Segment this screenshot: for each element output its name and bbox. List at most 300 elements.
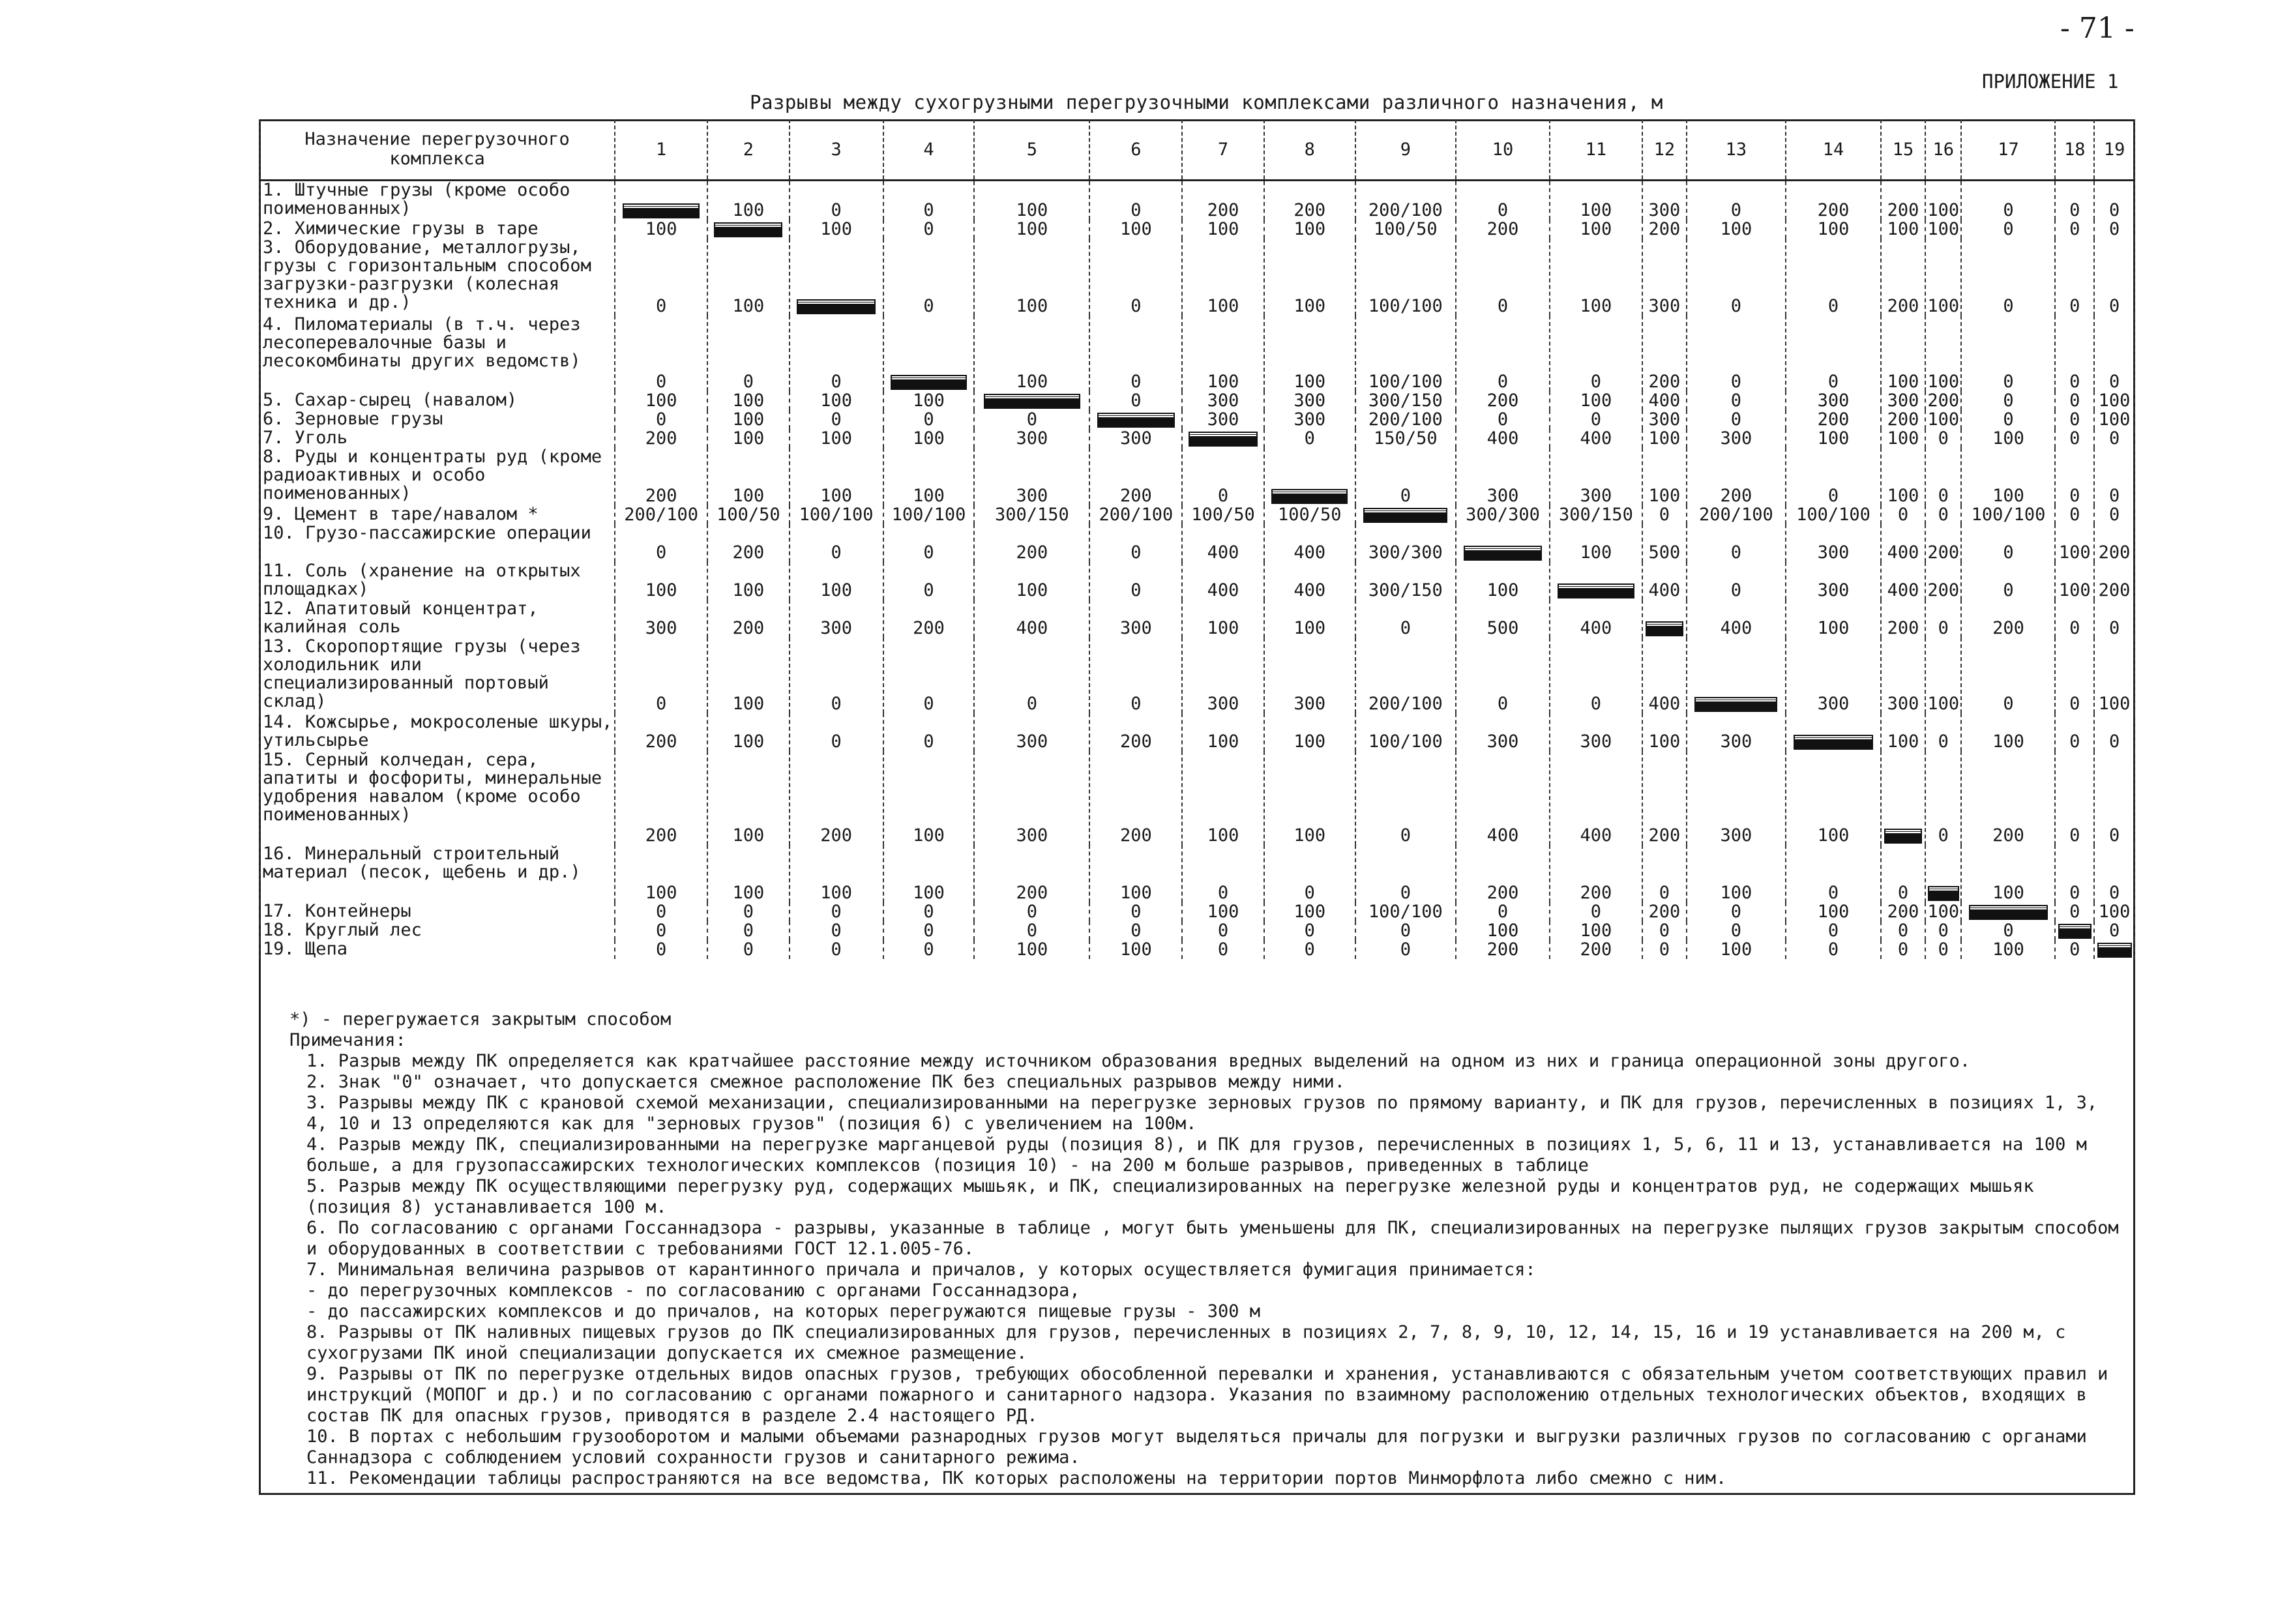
distance-cell: 0 [615,921,707,940]
distance-cell: 300 [1687,429,1786,448]
table-row [259,448,2135,505]
distance-cell: 200 [1456,845,1550,902]
column-header-6: 6 [1089,119,1182,181]
distance-cell: 100 [1881,713,1925,751]
column-header-12: 12 [1642,119,1687,181]
distance-cell: 0 [1687,902,1786,921]
distance-cell: 300 [1786,562,1881,600]
distance-cell: 300 [615,600,707,638]
distance-cell: 100 [1550,239,1642,316]
distance-cell: 100 [1182,239,1264,316]
distance-cell: 400 [1642,562,1687,600]
diagonal-block [1465,547,1541,559]
column-header-16: 16 [1925,119,1962,181]
distance-cell: 100 [1786,220,1881,239]
column-header-11: 11 [1550,119,1642,181]
distance-cell: 100 [883,448,975,505]
distance-cell: 100 [1925,239,1962,316]
table-row [259,429,2135,448]
distance-cell: 0 [1881,940,1925,959]
table-row [259,845,2135,902]
distance-cell: 300 [1642,410,1687,429]
distance-cell: 100/50 [1264,505,1355,524]
row-name: 9. Цемент в таре/навалом * [259,505,615,524]
row-name: 3. Оборудование, металлогрузы, грузы с горизонтальным способом загрузки-разгрузки (колесная техника и др.) [259,239,615,316]
distance-cell: 300/150 [1355,562,1456,600]
distance-cell: 200 [1089,751,1182,845]
distance-cell: 0 [2055,902,2094,921]
distance-cell: 100 [1786,751,1881,845]
distance-cell: 200 [1642,751,1687,845]
distance-cell: 100 [1925,638,1962,713]
row-name: 7. Уголь [259,429,615,448]
table-title: Разрывы между сухогрузными перегрузочными комплексами различного назначения, м [750,91,1663,113]
distance-cell: 100 [707,429,789,448]
distance-cell: 0 [2055,713,2094,751]
distance-cell: 100/50 [707,505,789,524]
distance-cell: 400 [1182,562,1264,600]
distance-cell: 100 [1687,220,1786,239]
distance-cell: 0 [2055,316,2094,391]
row-name: 2. Химические грузы в таре [259,220,615,239]
distance-cell: 300 [790,600,883,638]
distance-cell: 0 [707,902,789,921]
note-line: 5. Разрыв между ПК осуществляющими перегрузку руд, содержащих мышьяк, и ПК, специализированных на перегрузке железной руды и концентратов руд, не содержащих мышьяк (позиция 8) устанавливается 100 м. [306,1176,2045,1217]
note-line: - до пассажирских комплексов и до причалов, на которых перегружаются пищевые грузы - 300 м [306,1301,1260,1321]
distance-cell: 100 [2094,638,2135,713]
distance-cell: 0 [1786,448,1881,505]
distance-cell: 100 [2055,524,2094,562]
distance-cell: 300/150 [1550,505,1642,524]
distance-cell: 200 [615,448,707,505]
distance-cell: 0 [1456,902,1550,921]
distance-cell: 400 [1550,429,1642,448]
distance-cell: 100 [1550,921,1642,940]
distance-cell: 200 [1961,751,2055,845]
distance-cell: 0 [1786,316,1881,391]
distance-cell: 0 [883,181,975,220]
distance-cell: 0 [790,713,883,751]
table-row [259,751,2135,845]
distance-cell: 0 [1089,902,1182,921]
distance-cell: 100 [707,638,789,713]
distance-cell: 100/100 [1786,505,1881,524]
column-header-9: 9 [1355,119,1456,181]
distance-cell: 0 [1456,316,1550,391]
row-name: 11. Соль (хранение на открытых площадках) [259,562,615,600]
row-name: 10. Грузо-пассажирские операции [259,524,615,562]
distance-cell: 100 [974,316,1089,391]
distance-cell: 100/100 [1355,316,1456,391]
distance-cell: 100 [974,181,1089,220]
distance-cell: 200 [1925,524,1962,562]
diagonal-block-cell [1642,600,1687,638]
distance-cell: 100 [1961,940,2055,959]
distance-cell: 300 [1456,713,1550,751]
diagonal-block-cell [1089,410,1182,429]
distance-cell: 0 [1786,239,1881,316]
distance-cell: 0 [1687,391,1786,410]
distance-cell: 0 [1182,921,1264,940]
distance-cell: 100 [1182,316,1264,391]
distance-cell: 0 [1687,524,1786,562]
distance-cell: 0 [883,239,975,316]
distance-cell: 0 [1642,921,1687,940]
distance-cell: 100 [1182,600,1264,638]
distance-cell: 0 [1089,181,1182,220]
distance-cell: 200 [883,600,975,638]
column-header-1: 1 [615,119,707,181]
table-row [259,713,2135,751]
distance-cell: 100 [1264,600,1355,638]
distance-cell: 100 [1264,713,1355,751]
distance-cell: 200 [1456,940,1550,959]
distance-cell: 100 [1881,448,1925,505]
distance-cell: 200 [1881,410,1925,429]
note-line: 8. Разрывы от ПК наливных пищевых грузов до ПК специализированных для грузов, перечисленных в позициях 2, 7, 8, 9, 10, 12, 14, 15, 16 и 19 устанавливается на 200 м, с сухогрузами ПК иной специализации допускается их смежное размещение. [306,1322,2077,1363]
distance-cell: 100 [1642,429,1687,448]
distance-cell: 0 [615,902,707,921]
distance-cell: 100 [1687,845,1786,902]
distance-cell: 300 [1456,448,1550,505]
distance-cell: 0 [2055,181,2094,220]
diagonal-block-cell [1182,429,1264,448]
distance-cell: 0 [1550,902,1642,921]
distance-cell: 0 [1961,316,2055,391]
distance-cell: 100 [1089,220,1182,239]
table-row [259,600,2135,638]
diagonal-block [1365,509,1446,522]
row-name: 19. Щепа [259,940,615,959]
distance-cell: 0 [2094,429,2135,448]
distance-cell: 200 [2094,524,2135,562]
distance-cell: 0 [1961,181,2055,220]
row-name: 13. Скоропортящие грузы (через холодильник или специализированный портовый склад) [259,638,615,713]
distance-cell: 0 [615,638,707,713]
distance-cell: 0 [1089,316,1182,391]
distance-cell: 0 [1961,638,2055,713]
distance-cell: 300 [1264,638,1355,713]
distance-cell: 300 [1881,638,1925,713]
distance-cell: 100 [1264,751,1355,845]
distance-cell: 0 [2055,239,2094,316]
distance-cell: 0 [1687,316,1786,391]
distance-cell: 200/100 [1355,410,1456,429]
table-row [259,940,2135,959]
column-header-17: 17 [1961,119,2055,181]
distance-cell: 100 [1925,410,1962,429]
diagonal-block-cell [1355,505,1456,524]
distance-cell: 400 [1642,638,1687,713]
distance-cell: 300 [1089,429,1182,448]
distance-cell: 100 [1925,181,1962,220]
diagonal-block [715,224,781,236]
distance-cell: 100 [1264,902,1355,921]
distance-cell: 200 [1786,410,1881,429]
distance-cell: 0 [2055,940,2094,959]
column-header-2: 2 [707,119,789,181]
distance-cell: 0 [615,524,707,562]
distance-cell: 400 [1881,524,1925,562]
distance-cell: 0 [1925,600,1962,638]
distance-cell: 100 [883,391,975,410]
distance-cell: 100/100 [883,505,975,524]
distance-cell: 100 [707,391,789,410]
distance-cell: 300 [974,448,1089,505]
distance-cell: 100/100 [1355,902,1456,921]
distance-cell: 100 [1642,448,1687,505]
row-name: 4. Пиломатериалы (в т.ч. через лесоперевалочные базы и лесокомбинаты других ведомств) [259,316,615,391]
distance-cell: 100 [1182,220,1264,239]
distance-cell: 0 [2094,505,2135,524]
distance-cell: 100 [1089,940,1182,959]
distance-cell: 200 [1881,600,1925,638]
distance-cell: 100 [1550,524,1642,562]
distance-cell: 0 [615,940,707,959]
distance-cell: 0 [1642,940,1687,959]
distance-cell: 0 [1687,181,1786,220]
distance-cell: 0 [1456,638,1550,713]
distance-cell: 200/100 [615,505,707,524]
diagonal-block-cell [1925,845,1962,902]
distance-cell: 0 [1456,239,1550,316]
table-row [259,524,2135,562]
distance-cell: 0 [790,902,883,921]
distance-cell: 0 [2055,751,2094,845]
distance-cell: 200 [1456,220,1550,239]
distance-cell: 100 [1925,220,1962,239]
distance-cell: 100 [707,751,789,845]
note-line: 10. В портах с небольшим грузооборотом и малыми объемами разнародных грузов могут выделяться причалы для погрузки и выгрузки различных грузов по согласованию с органами Саннадзора с соблюдением условий сохранности грузов и санитарного режима. [306,1426,2098,1468]
note-line: 4. Разрыв между ПК, специализированными на перегрузке марганцевой руды (позиция 8), и ПК для грузов, перечисленных в позициях 1, 5, 6, 11 и 13, устанавливается на 100 м больше, а для грузопассажирских технологических комплексов (позиция 10) - на 200 м больше разрывов, приведенных в таблице [306,1134,2098,1175]
distance-cell: 100 [1264,316,1355,391]
distance-cell: 0 [883,940,975,959]
distance-cell: 400 [1264,524,1355,562]
distance-cell: 300 [974,429,1089,448]
distance-cell: 100 [974,940,1089,959]
distance-cell: 100 [974,562,1089,600]
distance-cell: 200 [974,845,1089,902]
distance-cell: 0 [2055,448,2094,505]
distance-cell: 0 [1925,448,1962,505]
diagonal-block [1885,830,1921,842]
distance-cell: 100 [615,845,707,902]
distance-cell: 0 [974,902,1089,921]
distance-cell: 0 [1687,921,1786,940]
distance-cell: 100 [1456,562,1550,600]
distance-cell: 100 [707,181,789,220]
distance-cell: 200/100 [1089,505,1182,524]
distance-cell: 100/50 [1355,220,1456,239]
distance-cell: 0 [2094,921,2135,940]
diagonal-block [892,376,966,389]
distance-cell: 500 [1456,600,1550,638]
diagonal-block [1190,433,1256,445]
distance-cell: 0 [2094,845,2135,902]
distance-cell: 200/100 [1355,638,1456,713]
distance-cell: 0 [2094,751,2135,845]
distance-cell: 100 [615,562,707,600]
diagonal-block [2099,944,2131,956]
distance-cell: 300 [1182,638,1264,713]
row-name: 12. Апатитовый концентрат, калийная соль [259,600,615,638]
distance-cell: 100 [790,845,883,902]
distance-cell: 200 [1881,181,1925,220]
distance-cell: 300 [1786,524,1881,562]
distance-cell: 400 [1550,600,1642,638]
row-name: 15. Серный колчедан, сера, апатиты и фосфориты, минеральные удобрения навалом (кроме особо поименованных) [259,751,615,845]
distance-cell: 0 [2055,600,2094,638]
distance-cell: 100 [2055,562,2094,600]
distance-cell: 400 [974,600,1089,638]
distance-cell: 0 [1182,940,1264,959]
distance-cell: 0 [1961,524,2055,562]
note-line: 9. Разрывы от ПК по перегрузке отдельных видов опасных грузов, требующих обособленной перевалки и хранения, устанавливаются с обязательным учетом соответствующих правил и инструкций (МОПОГ и др.) и по согласованию с органами пожарного и санитарного надзора. Указания по взаимному расположению отдельных технологических объектов, входящих в состав ПК для опасных грузов, приводятся в разделе 2.4 настоящего РД. [306,1364,2119,1426]
distance-cell: 300 [1089,600,1182,638]
distance-cell: 400 [1456,429,1550,448]
distance-cell: 0 [1355,448,1456,505]
distance-cell: 0 [974,638,1089,713]
distance-cell: 0 [1089,921,1182,940]
distance-cell: 0 [790,638,883,713]
column-header-13: 13 [1687,119,1786,181]
distance-cell: 100 [2094,391,2135,410]
distance-cell: 0 [974,410,1089,429]
distance-cell: 100 [974,220,1089,239]
diagonal-block-cell [1786,713,1881,751]
distance-cell: 0 [1355,751,1456,845]
distance-cell: 0 [1089,562,1182,600]
distance-cell: 0 [615,410,707,429]
distance-cell: 400 [1687,600,1786,638]
distance-table [259,119,2135,959]
distance-cell: 0 [707,316,789,391]
distance-cell: 200 [1881,902,1925,921]
distance-cell: 0 [1089,638,1182,713]
distance-cell: 0 [1961,921,2055,940]
appendix-label: ПРИЛОЖЕНИЕ 1 [1982,70,2119,93]
diagonal-block-cell [1264,448,1355,505]
distance-cell: 300 [1182,410,1264,429]
distance-cell: 100 [790,429,883,448]
distance-cell: 0 [707,921,789,940]
distance-cell: 0 [1182,845,1264,902]
distance-cell: 300 [1642,239,1687,316]
distance-cell: 0 [1881,921,1925,940]
distance-cell: 0 [1961,220,2055,239]
distance-cell: 300/150 [1355,391,1456,410]
table-row [259,902,2135,921]
diagonal-block [1929,887,1958,900]
distance-cell: 300 [1642,181,1687,220]
distance-cell: 200 [707,524,789,562]
distance-cell: 0 [1550,316,1642,391]
distance-cell: 0 [883,713,975,751]
diagonal-block-cell [790,239,883,316]
distance-cell: 0 [2094,713,2135,751]
distance-cell: 0 [615,316,707,391]
distance-cell: 0 [1786,921,1881,940]
diagonal-block-cell [1550,562,1642,600]
distance-cell: 400 [1550,751,1642,845]
note-line: 1. Разрыв между ПК определяется как кратчайшее расстояние между источником образования вредных выделений на одном из них и граница операционной зоны другого. [306,1051,1971,1071]
distance-cell: 0 [1786,940,1881,959]
distance-cell: 300 [974,751,1089,845]
distance-cell: 100 [1786,902,1881,921]
distance-cell: 0 [1687,410,1786,429]
distance-cell: 100/100 [1355,713,1456,751]
table-row [259,505,2135,524]
distance-cell: 200 [1089,713,1182,751]
distance-cell: 0 [1786,845,1881,902]
distance-cell: 100 [1642,713,1687,751]
distance-cell: 200 [615,429,707,448]
column-header-18: 18 [2055,119,2094,181]
distance-cell: 200 [1642,316,1687,391]
distance-cell: 0 [790,921,883,940]
distance-cell: 100 [790,562,883,600]
distance-cell: 100 [1786,429,1881,448]
distance-cell: 300 [1687,713,1786,751]
distance-cell: 200 [1642,220,1687,239]
diagonal-block-cell [615,181,707,220]
distance-cell: 0 [1355,940,1456,959]
diagonal-block [1559,585,1634,597]
distance-cell: 0 [1925,505,1962,524]
table-row [259,181,2135,220]
distance-cell: 200 [1089,448,1182,505]
row-name: 5. Сахар-сырец (навалом) [259,391,615,410]
note-line: 11. Рекомендации таблицы распространяются на все ведомства, ПК которых расположены на территории портов Минморфлота либо смежно с ним. [306,1468,1727,1488]
distance-cell: 200 [615,713,707,751]
distance-cell: 200 [615,751,707,845]
distance-cell: 100 [1550,220,1642,239]
distance-cell: 0 [2094,181,2135,220]
distance-cell: 0 [1961,391,2055,410]
distance-cell: 100 [1687,940,1786,959]
table-row [259,638,2135,713]
distance-cell: 0 [615,239,707,316]
diagonal-block [1273,490,1346,503]
distance-cell: 200 [1881,239,1925,316]
distance-cell: 0 [2055,220,2094,239]
column-header-15: 15 [1881,119,1925,181]
distance-cell: 0 [2094,316,2135,391]
distance-cell: 200 [1925,562,1962,600]
distance-cell: 100 [1182,751,1264,845]
distance-cell: 0 [790,524,883,562]
row-name: 17. Контейнеры [259,902,615,921]
note-line: 2. Знак "0" означает, что допускается смежное расположение ПК без специальных разрывов между ними. [306,1072,1346,1092]
distance-cell: 300/300 [1355,524,1456,562]
distance-cell: 0 [2055,638,2094,713]
distance-cell: 0 [790,181,883,220]
distance-cell: 100 [1881,316,1925,391]
distance-cell: 0 [1456,181,1550,220]
page-number: - 71 - [2060,12,2135,45]
distance-cell: 0 [883,562,975,600]
header-name: Назначение перегрузочного комплекса [259,119,615,181]
distance-cell: 0 [790,410,883,429]
distance-cell: 0 [1264,845,1355,902]
distance-cell: 0 [1687,239,1786,316]
distance-cell: 0 [1182,448,1264,505]
distance-cell: 0 [2055,410,2094,429]
distance-cell: 100 [790,220,883,239]
note-line: *) - перегружается закрытым способом [289,1009,672,1029]
distance-cell: 100 [1961,845,2055,902]
distance-cell: 0 [1550,638,1642,713]
